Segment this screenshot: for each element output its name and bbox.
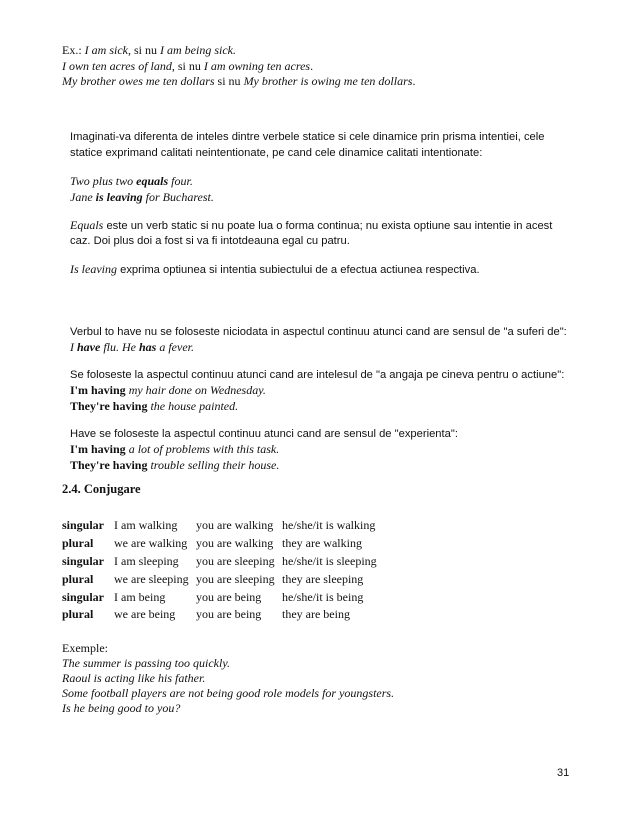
number-cell: singular — [62, 553, 105, 568]
verb-term: Equals — [70, 218, 104, 232]
intro-text: , si nu — [128, 43, 161, 57]
page-number: 31 — [557, 767, 570, 779]
table-row — [62, 570, 381, 588]
second-person-cell: you are walking — [196, 536, 274, 551]
example-verb: have — [77, 340, 101, 354]
example-sentence: Is he being good to you? — [62, 701, 181, 715]
number-cell: plural — [62, 607, 94, 622]
example-verb: They're having — [70, 458, 148, 472]
intro-example: I own ten acres of land — [62, 59, 172, 73]
first-person-cell: I am walking — [114, 518, 178, 533]
table-row — [62, 553, 381, 571]
first-person-cell: we are being — [114, 607, 176, 622]
box1-example-1 — [70, 173, 193, 189]
number-cell: plural — [62, 571, 94, 586]
intro-example: I am being sick. — [160, 43, 236, 57]
intro-line-3 — [62, 73, 415, 89]
example-verb: has — [139, 340, 157, 354]
example-verb: is leaving — [95, 190, 143, 204]
second-person-cell: you are being — [196, 607, 262, 622]
intro-example: I am owning ten acres — [203, 59, 311, 73]
intro-example: My brother is owing me ten dollars — [243, 74, 413, 88]
example-text: a fever. — [156, 340, 194, 354]
box1-paragraph-2-line-1 — [70, 217, 552, 234]
example-text: Jane — [70, 190, 96, 204]
second-person-cell: you are sleeping — [196, 553, 275, 568]
table-row — [62, 535, 381, 553]
second-person-cell: you are sleeping — [196, 571, 275, 586]
second-person-cell: you are walking — [196, 518, 274, 533]
box2-paragraph-2: Se foloseste la aspectul continuu atunci cand are intelesul de "a angaja pe cineva pentru o actiune": — [70, 369, 565, 381]
intro-text: Ex.: — [62, 43, 85, 57]
third-person-cell: he/she/it is sleeping — [282, 553, 377, 568]
box2-paragraph-3: Have se foloseste la aspectul continuu atunci cand are sensul de "experienta": — [70, 428, 458, 440]
example-text: for Bucharest. — [142, 190, 214, 204]
table-row — [62, 588, 381, 606]
first-person-cell: I am being — [114, 589, 166, 604]
third-person-cell: he/she/it is being — [282, 589, 364, 604]
example-sentence: Raoul is acting like his father. — [62, 671, 206, 685]
third-person-cell: they are sleeping — [282, 571, 364, 586]
number-cell: singular — [62, 518, 105, 533]
box2-example-5 — [70, 457, 279, 473]
example-text: my hair done on Wednesday. — [125, 383, 266, 397]
box1-example-2 — [70, 189, 214, 205]
box2-example-2 — [70, 382, 266, 398]
example-text: four. — [168, 174, 193, 188]
example-text: I — [70, 340, 77, 354]
number-cell: plural — [62, 536, 94, 551]
intro-line-2 — [62, 58, 313, 74]
intro-text: . — [310, 59, 314, 73]
box1-paragraph-1-line-1: Imaginati-va diferenta de inteles dintre verbele statice si cele dinamice prin prisma intentiei, cele — [70, 131, 545, 143]
intro-text: si nu — [214, 74, 244, 88]
verb-term: Is leaving — [70, 262, 117, 276]
example-text: a lot of problems with this task. — [125, 442, 280, 456]
first-person-cell: I am sleeping — [114, 553, 179, 568]
first-person-cell: we are sleeping — [114, 571, 189, 586]
example-text: the house painted. — [147, 399, 239, 413]
intro-example: My brother owes me ten dollars — [62, 74, 215, 88]
paragraph-text: este un verb static si nu poate lua o forma continua; nu exista optiune sau intentie in acest — [103, 220, 553, 232]
third-person-cell: he/she/it is walking — [282, 518, 376, 533]
third-person-cell: they are walking — [282, 536, 362, 551]
first-person-cell: we are walking — [114, 536, 188, 551]
second-person-cell: you are being — [196, 589, 262, 604]
intro-example: I am sick — [84, 43, 128, 57]
box2-example-4 — [70, 441, 279, 457]
example-text: flu. He — [100, 340, 139, 354]
example-verb: I'm having — [70, 383, 126, 397]
example-verb: I'm having — [70, 442, 126, 456]
example-sentence: The summer is passing too quickly. — [62, 656, 230, 670]
example-verb: equals — [136, 174, 169, 188]
example-sentence: Some football players are not being good role models for youngsters. — [62, 686, 395, 700]
table-row — [62, 517, 381, 535]
box1-paragraph-1-line-2: statice exprimand calitati neintentionate, pe cand cele dinamice calitati intentionate: — [70, 147, 483, 159]
box2-example-3 — [70, 398, 238, 414]
intro-text: . — [412, 74, 416, 88]
box1-paragraph-2-line-2: caz. Doi plus doi a fost si va fi intotdeauna egal cu patru. — [70, 235, 350, 247]
third-person-cell: they are being — [282, 607, 350, 622]
paragraph-text: exprima optiunea si intentia subiectului de a efectua actiunea respectiva. — [117, 264, 480, 276]
table-row — [62, 606, 381, 624]
section-heading: 2.4. Conjugare — [62, 482, 141, 496]
example-verb: They're having — [70, 399, 148, 413]
box2-paragraph-1: Verbul to have nu se foloseste niciodata in aspectul continuu atunci cand are sensul de "a suferi de": — [70, 326, 567, 338]
box2-example-1 — [70, 339, 194, 355]
intro-line-1 — [62, 42, 236, 58]
examples-label: Exemple: — [62, 641, 108, 655]
box1-paragraph-3 — [70, 261, 480, 278]
intro-text: , si nu — [171, 59, 204, 73]
example-text: Two plus two — [70, 174, 137, 188]
number-cell: singular — [62, 589, 105, 604]
conjugation-table — [62, 517, 381, 624]
example-text: trouble selling their house. — [147, 458, 280, 472]
